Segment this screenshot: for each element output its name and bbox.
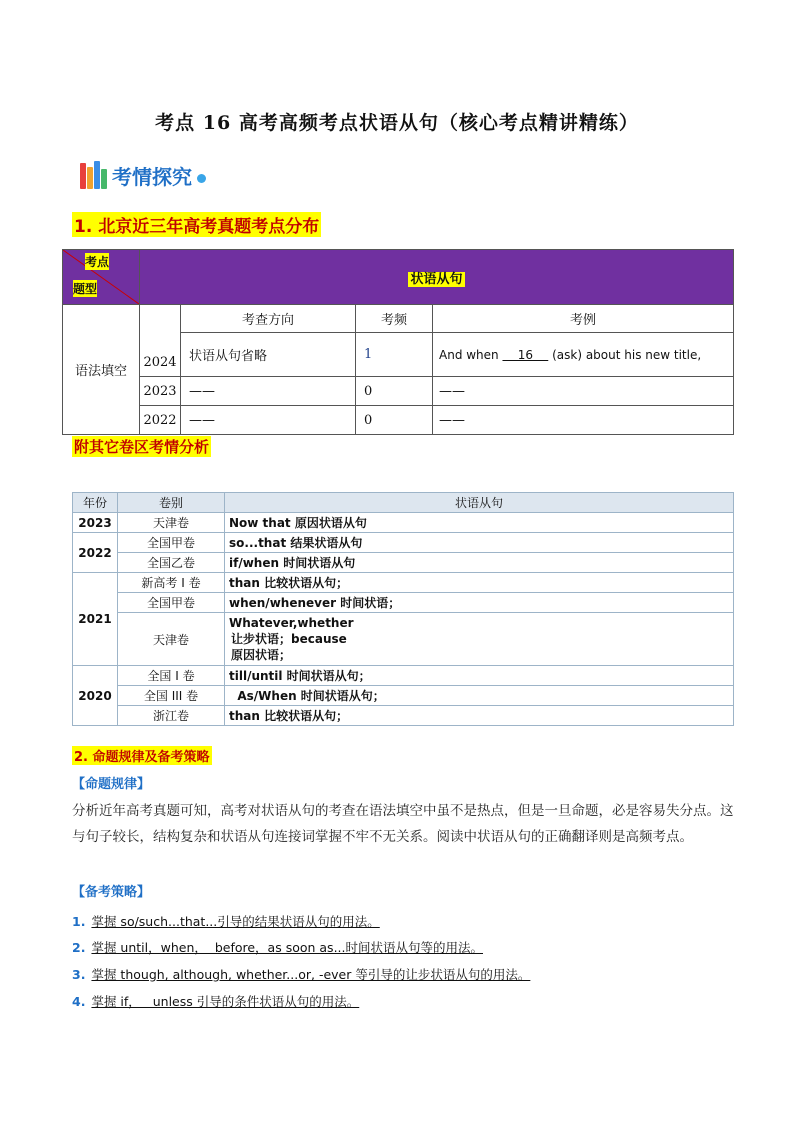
content-cell: till/until 时间状语从句； (225, 666, 734, 686)
strategy-item: 3. 掌握 though, although, whether...or, -ever 等引导的让步状语从句的用法。 (72, 967, 531, 982)
example-2024: And when 16 (ask) about his new title, (433, 333, 734, 377)
section-banner (80, 160, 206, 190)
col-header-example: 考例 (433, 305, 734, 333)
direction-2022: —— (181, 406, 356, 435)
freq-2023: 0 (356, 377, 433, 406)
content-cell: Now that 原因状语从句 (225, 513, 734, 533)
year-2024: 2024 (140, 333, 181, 377)
section2-heading: 2. 命题规律及备考策略 (72, 746, 212, 765)
content-cell: so...that 结果状语从句 (225, 533, 734, 553)
volume-cell: 全国乙卷 (118, 553, 225, 573)
volume-cell: 浙江卷 (118, 706, 225, 726)
topic-header: 状语从句 (140, 250, 734, 305)
header-year: 年份 (73, 493, 118, 513)
col-header-direction: 考查方向 (181, 305, 356, 333)
year-cell: 2021 (73, 573, 118, 666)
content-cell: if/when 时间状语从句 (225, 553, 734, 573)
volume-cell: 全国甲卷 (118, 593, 225, 613)
content-cell: Whatever,whether 让步状语；because 原因状语； (225, 613, 734, 666)
rule-paragraph: 分析近年高考真题可知，高考对状语从句的考查在语法填空中虽不是热点，但是一旦命题，必是容易失分点。这与句子较长，结构复杂和状语从句连接词掌握不牢不无关系。阅读中状语从句的正确翻译则是高频考点。 (72, 803, 734, 845)
other-regions-table (72, 492, 734, 726)
corner-bottom-label: 题型 (73, 282, 98, 296)
dot-icon (197, 174, 206, 183)
row-label: 语法填空 (63, 305, 140, 435)
freq-2022: 0 (356, 406, 433, 435)
header-content: 状语从句 (225, 493, 734, 513)
volume-cell: 全国甲卷 (118, 533, 225, 553)
volume-cell: 新高考 I 卷 (118, 573, 225, 593)
corner-top-label: 考点 (85, 255, 110, 269)
books-icon (80, 161, 108, 189)
direction-2024: 状语从句省略 (181, 333, 356, 377)
beijing-exam-table (62, 249, 734, 435)
content-cell: when/whenever 时间状语； (225, 593, 734, 613)
freq-2024: 1 (356, 333, 433, 377)
year-cell: 2020 (73, 666, 118, 726)
year-2023: 2023 (140, 377, 181, 406)
col-header-freq: 考频 (356, 305, 433, 333)
year-cell: 2023 (73, 513, 118, 533)
strategy-item: 1. 掌握 so/such...that...引导的结果状语从句的用法。 (72, 914, 380, 929)
content-cell: As/When 时间状语从句； (225, 686, 734, 706)
volume-cell: 天津卷 (118, 613, 225, 666)
content-cell: than 比较状语从句； (225, 706, 734, 726)
banner-text: 考情探究 (112, 164, 192, 189)
volume-cell: 全国 I 卷 (118, 666, 225, 686)
strategy-item: 4. 掌握 if， unless 引导的条件状语从句的用法。 (72, 994, 360, 1009)
header-volume: 卷别 (118, 493, 225, 513)
direction-2023: —— (181, 377, 356, 406)
corner-cell (63, 250, 140, 305)
example-2022: —— (433, 406, 734, 435)
strategy-item: 2. 掌握 until，when， before，as soon as...时间状语从句等的用法。 (72, 940, 483, 955)
rule-label: 【命题规律】 (72, 777, 151, 792)
strategy-label: 【备考策略】 (72, 885, 151, 900)
content-cell: than 比较状语从句； (225, 573, 734, 593)
example-2023: —— (433, 377, 734, 406)
volume-cell: 全国 III 卷 (118, 686, 225, 706)
year-2022: 2022 (140, 406, 181, 435)
year-cell: 2022 (73, 533, 118, 573)
section1-heading: 1. 北京近三年高考真题考点分布 (72, 212, 321, 237)
other-regions-heading: 附其它卷区考情分析 (74, 438, 210, 456)
page-title: 考点 16 高考高频考点状语从句（核心考点精讲精练） (155, 112, 639, 134)
volume-cell: 天津卷 (118, 513, 225, 533)
